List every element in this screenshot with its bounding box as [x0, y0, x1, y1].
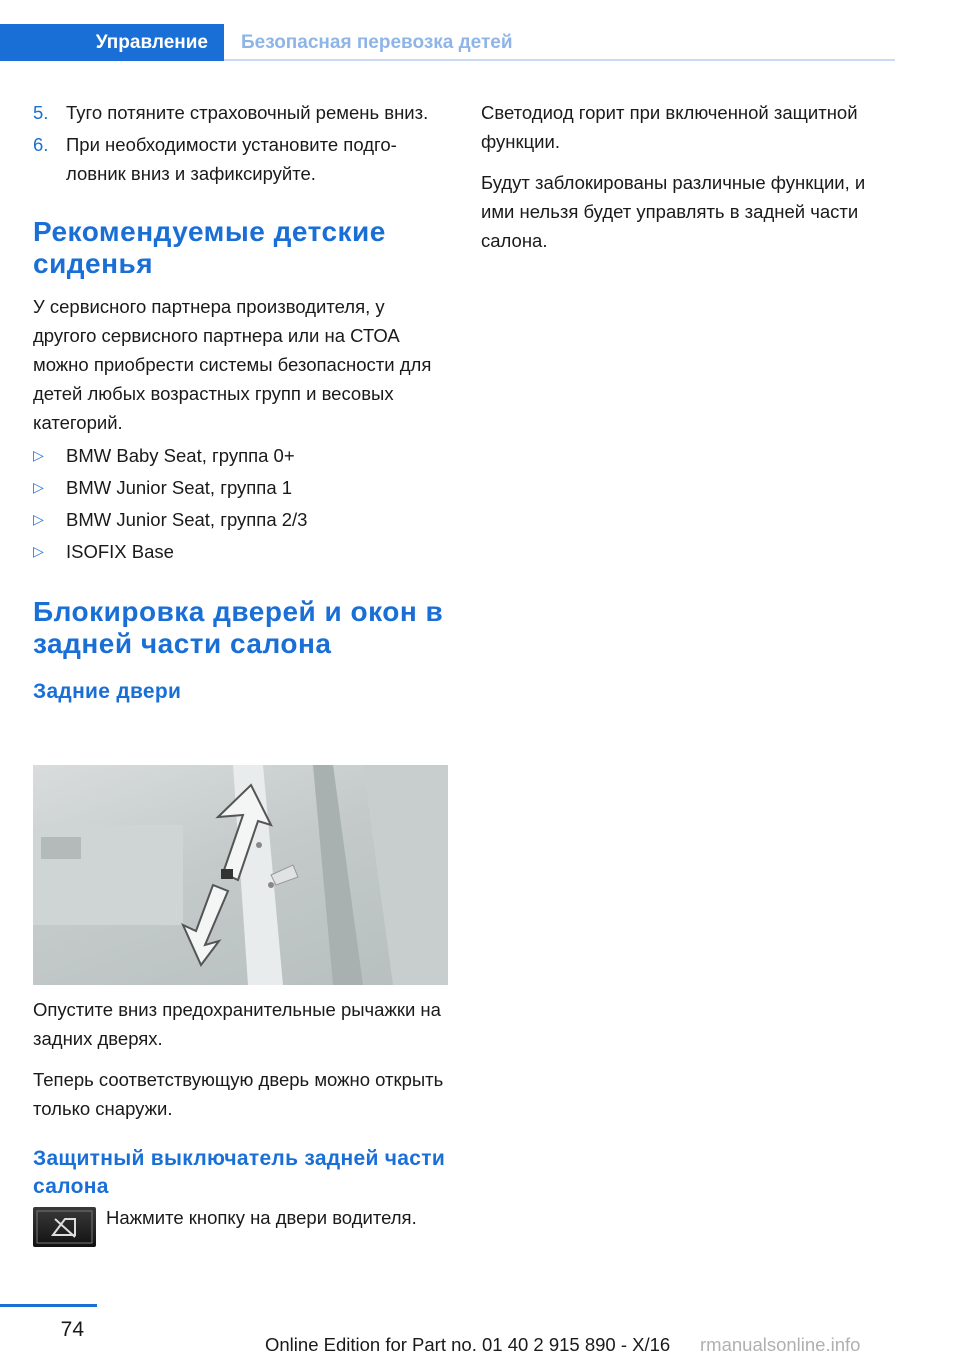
list-item-text: BMW Junior Seat, группа 2/3 [66, 509, 308, 530]
step-number: 5. [33, 102, 49, 123]
list-item [33, 505, 448, 534]
heading-child-seats: Рекомендуемые детские сиденья [33, 216, 386, 279]
rear-doors-text-block [33, 995, 448, 1201]
led-paragraph: Светодиод горит при включенной защитной функции. [481, 102, 858, 152]
step-text: Туго потяните страховочный ремень вниз. [66, 102, 429, 123]
rear-doors-paragraph-2: Теперь соответствующую дверь можно открыть только снаружи. [33, 1069, 444, 1119]
child-seats-paragraph: У сервисного партнера производителя, у другого сервисного партнера или на СТОА можно приобрести системы безопасности для детей любых возрастных групп и весовых категорий. [33, 296, 432, 433]
header-divider [224, 59, 895, 61]
edition-text: Online Edition for Part no. 01 40 2 915 890 - X/16 [265, 1334, 671, 1355]
door-lock-lever-illustration [33, 765, 448, 985]
list-item-text: BMW Junior Seat, группа 1 [66, 477, 293, 498]
list-item [33, 441, 448, 470]
subheading-child-safety-switch: Защитный выключатель задней части салона [33, 1147, 446, 1198]
blocked-functions-paragraph: Будут заблокированы различные функции, и ими нельзя будет управлять в задней части салона. [481, 172, 866, 251]
switch-paragraph: Нажмите кнопку на двери водителя. [106, 1207, 417, 1228]
page-number: 74 [60, 1318, 84, 1341]
subheading-rear-doors: Задние двери [33, 680, 182, 703]
bullet-triangle-icon: ▷ [33, 447, 44, 463]
rear-door-illustration [33, 765, 448, 985]
tab-safe-child-transport[interactable]: Безопасная перевозка детей [241, 31, 513, 53]
window-lock-icon [33, 1207, 96, 1247]
right-column [481, 98, 896, 255]
heading-rear-locks: Блокировка дверей и окон в задней части салона [33, 596, 444, 659]
rear-doors-paragraph-1: Опустите вниз предохранительные рычажки на задних дверях. [33, 999, 441, 1049]
step-number: 6. [33, 134, 49, 155]
list-item [33, 537, 448, 566]
bullet-triangle-icon: ▷ [33, 543, 44, 559]
footer-accent-line [0, 1304, 97, 1307]
watermark-text: rmanualsonline.info [700, 1334, 861, 1355]
list-item-text: BMW Baby Seat, группа 0+ [66, 445, 295, 466]
step-item [33, 98, 448, 127]
left-column [33, 98, 448, 706]
switch-text-block [106, 1203, 451, 1232]
list-item-text: ISOFIX Base [66, 541, 174, 562]
step-item [33, 130, 448, 188]
tab-upravlenie[interactable]: Управление [0, 24, 224, 61]
bullet-triangle-icon: ▷ [33, 511, 44, 527]
bullet-triangle-icon: ▷ [33, 479, 44, 495]
step-text: При необходимости установите подголовник вниз и зафиксируйте. [66, 134, 397, 184]
list-item [33, 473, 448, 502]
page-header [0, 0, 895, 62]
child-lock-button-icon [33, 1207, 96, 1247]
